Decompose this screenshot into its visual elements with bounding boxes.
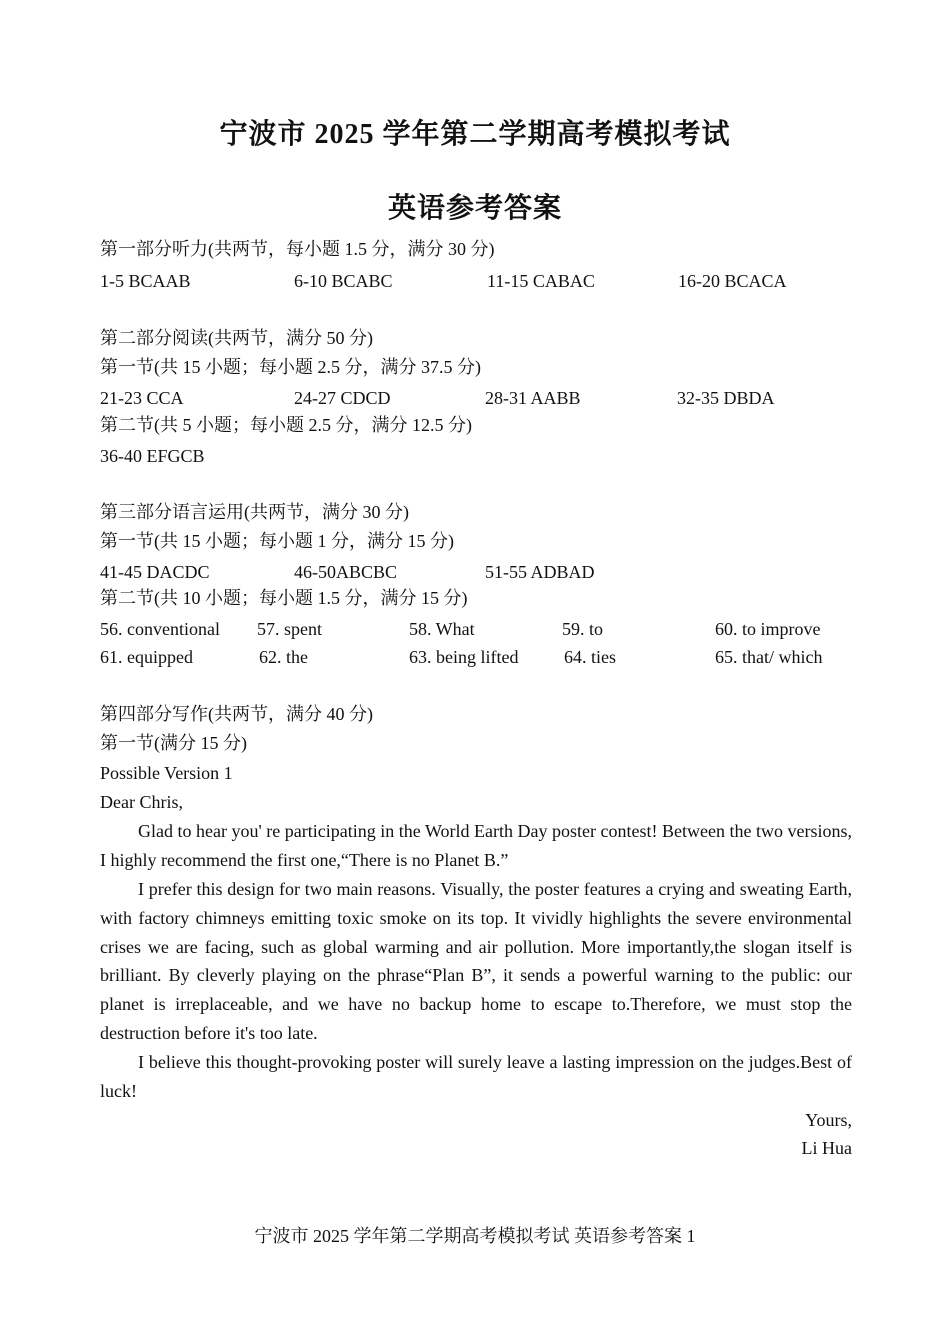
part4-section1-heading: 第一节(满分 15 分) <box>100 733 247 753</box>
answer-group: 32-35 DBDA <box>677 388 775 408</box>
part1-heading: 第一部分听力(共两节，每小题 1.5 分，满分 30 分) <box>100 239 495 259</box>
page-title: 宁波市 2025 学年第二学期高考模拟考试 <box>219 119 731 150</box>
letter-paragraph-3: I believe this thought-provoking poster will surely leave a lasting impression on the judges.Best of luck! <box>100 1052 852 1101</box>
part3-section1-answers <box>100 561 860 583</box>
answer-item: 64. ties <box>564 647 616 667</box>
part2-section1-heading: 第一节(共 15 小题；每小题 2.5 分，满分 37.5 分) <box>100 357 481 377</box>
answer-group: 24-27 CDCD <box>294 388 391 408</box>
answer-group: 11-15 CABAC <box>487 271 595 291</box>
part2-section2-heading: 第二节(共 5 小题；每小题 2.5 分，满分 12.5 分) <box>100 415 472 435</box>
version-label: Possible Version 1 <box>100 763 233 783</box>
answer-item: 56. conventional <box>100 619 220 639</box>
part4-heading: 第四部分写作(共两节，满分 40 分) <box>100 704 373 724</box>
letter-signature: Li Hua <box>801 1138 852 1158</box>
part3-section1-heading: 第一节(共 15 小题；每小题 1 分，满分 15 分) <box>100 531 454 551</box>
answer-item: 60. to improve <box>715 619 821 639</box>
answer-item: 59. to <box>562 619 604 639</box>
part1-answer-row <box>100 270 860 292</box>
part3-section2-row1 <box>100 618 860 640</box>
answer-group: 16-20 BCACA <box>678 271 787 291</box>
answer-group: 28-31 AABB <box>485 388 581 408</box>
letter-closing: Yours, <box>805 1110 852 1130</box>
letter-paragraph-2: I prefer this design for two main reasons. Visually, the poster features a crying and sweating Earth, with factory chimneys emitting toxic smoke on its top. It vividly highlights the severe environmental crises we are facing, such as global warming and air pollution. More importantly,the slogan itself is brilliant. By cleverly playing on the phrase“Plan B”, it sends a powerful warning to the public: our planet is irreplaceable, and we have no backup home to escape to.Therefore, we must stop the destruction before it's too late. <box>100 879 852 1043</box>
part3-section2-row2 <box>100 646 860 668</box>
answer-item: 65. that/ which <box>715 647 823 667</box>
answer-item: 57. spent <box>257 619 322 639</box>
answer-item: 63. being lifted <box>409 647 519 667</box>
answer-item: 62. the <box>259 647 308 667</box>
part2-section1-answers <box>100 387 860 409</box>
part2-heading: 第二部分阅读(共两节，满分 50 分) <box>100 328 373 348</box>
letter-paragraph-1: Glad to hear you' re participating in the World Earth Day poster contest! Between the two versions, I highly recommend the first one,“There is no Planet B.” <box>100 821 852 870</box>
part3-heading: 第三部分语言运用(共两节，满分 30 分) <box>100 502 409 522</box>
part3-section2-heading: 第二节(共 10 小题；每小题 1.5 分，满分 15 分) <box>100 588 468 608</box>
part2-section2-answers <box>100 445 860 467</box>
page-subtitle: 英语参考答案 <box>387 193 562 224</box>
answer-group: 6-10 BCABC <box>294 271 393 291</box>
answer-group: 41-45 DACDC <box>100 562 210 582</box>
answer-group: 46-50ABCBC <box>294 562 398 582</box>
answer-group: 51-55 ADBAD <box>485 562 595 582</box>
page-footer: 宁波市 2025 学年第二学期高考模拟考试 英语参考答案 1 <box>254 1226 696 1246</box>
answer-group: 1-5 BCAAB <box>100 271 191 291</box>
answer-item: 61. equipped <box>100 647 193 667</box>
answer-group: 36-40 EFGCB <box>100 446 205 466</box>
answer-group: 21-23 CCA <box>100 388 184 408</box>
answer-item: 58. What <box>409 619 475 639</box>
letter-greeting: Dear Chris, <box>100 792 183 812</box>
